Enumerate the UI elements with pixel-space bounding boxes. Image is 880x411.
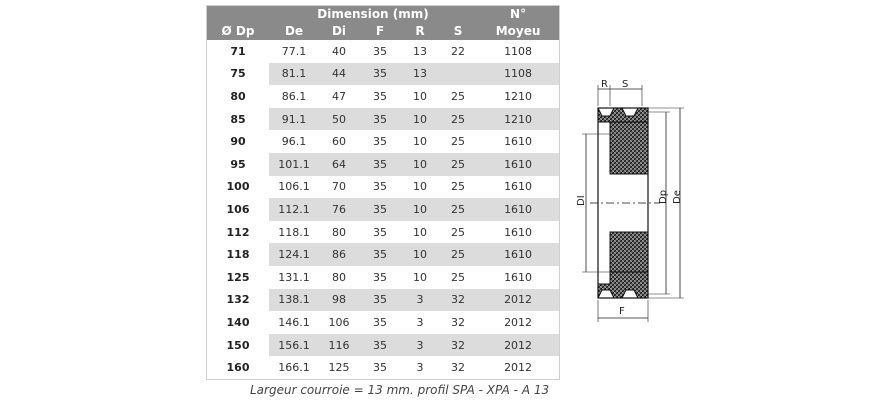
cell-di: 40 — [332, 44, 346, 58]
cell-dp: 140 — [207, 311, 269, 334]
cell-s: 25 — [451, 225, 466, 239]
cell-dp: 132 — [207, 289, 269, 312]
cell-f: 35 — [373, 44, 387, 58]
cell-di: 80 — [332, 270, 346, 284]
cell-r: 10 — [401, 198, 439, 221]
cell-moyeu: 1610 — [477, 198, 559, 221]
cell-r: 10 — [413, 270, 427, 284]
cell-dp: 85 — [207, 108, 269, 131]
cell-de: 91.1 — [269, 108, 319, 131]
cell-moyeu: 1210 — [504, 89, 533, 103]
cell-s: 32 — [451, 315, 466, 329]
cell-di: 50 — [319, 108, 359, 131]
table-row — [207, 176, 559, 199]
table-row — [207, 108, 559, 131]
cell-di: 80 — [332, 225, 346, 239]
cell-r: 10 — [413, 180, 427, 194]
cell-moyeu: 2012 — [477, 334, 559, 357]
header-no: N° — [477, 6, 559, 23]
cell-moyeu: 1610 — [504, 270, 533, 284]
header-s: S — [439, 23, 477, 40]
cell-moyeu: 1610 — [504, 135, 533, 149]
cell-s: 25 — [451, 89, 466, 103]
cell-s — [439, 63, 477, 86]
cell-r: 10 — [413, 225, 427, 239]
cell-f: 35 — [373, 315, 387, 329]
cell-de: 86.1 — [281, 89, 307, 103]
cell-r: 10 — [401, 153, 439, 176]
cell-de: 112.1 — [269, 198, 319, 221]
cell-r: 13 — [413, 44, 427, 58]
table-body — [207, 40, 559, 379]
header-dimension: Dimension (mm) — [269, 6, 477, 23]
top-hub-section — [610, 122, 648, 174]
cell-di: 98 — [319, 289, 359, 312]
table-row — [207, 289, 559, 312]
table-row — [207, 266, 559, 289]
cell-dp: 100 — [207, 176, 269, 199]
table-row — [207, 198, 559, 221]
cell-dp: 71 — [207, 40, 269, 63]
header-f: F — [359, 23, 401, 40]
table-row — [207, 221, 559, 244]
cell-de: 146.1 — [278, 315, 310, 329]
cell-moyeu: 1610 — [504, 225, 533, 239]
label-r: R — [601, 79, 608, 90]
cell-f: 35 — [373, 270, 387, 284]
cell-f: 35 — [359, 334, 401, 357]
cell-de: 106.1 — [278, 180, 310, 194]
table-row — [207, 311, 559, 334]
cell-moyeu: 1210 — [477, 108, 559, 131]
table-header — [207, 6, 559, 40]
table-row — [207, 356, 559, 379]
cell-de: 138.1 — [269, 289, 319, 312]
cell-f: 35 — [359, 108, 401, 131]
pulley-section-drawing — [566, 72, 690, 328]
cell-de: 131.1 — [278, 270, 310, 284]
header-de: De — [269, 23, 319, 40]
table-row — [207, 153, 559, 176]
cell-s: 32 — [451, 361, 466, 375]
header-row-columns — [207, 23, 559, 40]
cell-s: 25 — [451, 135, 466, 149]
cell-f: 35 — [373, 180, 387, 194]
cell-dp: 125 — [207, 266, 269, 289]
cell-de: 124.1 — [269, 243, 319, 266]
cell-f: 35 — [359, 289, 401, 312]
cell-moyeu: 2012 — [504, 315, 533, 329]
cell-moyeu: 2012 — [477, 289, 559, 312]
cell-di: 125 — [328, 361, 350, 375]
header-r: R — [401, 23, 439, 40]
cell-dp: 112 — [207, 221, 269, 244]
cell-moyeu: 1108 — [477, 63, 559, 86]
cell-dp: 106 — [207, 198, 269, 221]
cell-s: 32 — [439, 289, 477, 312]
cell-f: 35 — [359, 153, 401, 176]
pulley-dimension-table — [207, 6, 559, 379]
cell-moyeu: 2012 — [504, 361, 533, 375]
cell-dp: 95 — [207, 153, 269, 176]
cell-di: 86 — [319, 243, 359, 266]
cell-r: 10 — [401, 243, 439, 266]
header-di: Di — [319, 23, 359, 40]
cell-r: 10 — [401, 108, 439, 131]
cell-r: 13 — [401, 63, 439, 86]
cell-f: 35 — [373, 135, 387, 149]
cell-s: 25 — [439, 153, 477, 176]
cell-r: 10 — [413, 135, 427, 149]
cell-f: 35 — [373, 89, 387, 103]
bottom-groove-section — [598, 272, 648, 298]
cell-moyeu: 1610 — [504, 180, 533, 194]
cell-s: 25 — [451, 180, 466, 194]
cell-s: 32 — [439, 334, 477, 357]
cell-s: 25 — [439, 198, 477, 221]
cell-r: 10 — [413, 89, 427, 103]
cell-di: 60 — [332, 135, 346, 149]
cell-di: 64 — [319, 153, 359, 176]
cell-f: 35 — [359, 198, 401, 221]
cell-dp: 160 — [207, 356, 269, 379]
header-blank — [207, 6, 269, 23]
table-row — [207, 130, 559, 153]
cell-de: 156.1 — [269, 334, 319, 357]
cell-di: 47 — [332, 89, 346, 103]
cell-s: 22 — [451, 44, 466, 58]
cell-f: 35 — [359, 63, 401, 86]
cell-de: 77.1 — [281, 44, 307, 58]
cell-de: 96.1 — [281, 135, 307, 149]
cell-f: 35 — [373, 361, 387, 375]
pulley-dimension-table-wrap — [206, 5, 560, 380]
cell-di: 44 — [319, 63, 359, 86]
cell-de: 81.1 — [269, 63, 319, 86]
table-row — [207, 243, 559, 266]
cell-moyeu: 1108 — [504, 44, 533, 58]
cell-r: 3 — [401, 289, 439, 312]
label-f: F — [619, 306, 625, 317]
cell-dp: 150 — [207, 334, 269, 357]
cell-s: 25 — [439, 108, 477, 131]
cell-di: 116 — [319, 334, 359, 357]
cell-de: 118.1 — [278, 225, 310, 239]
header-dp: Ø Dp — [207, 23, 269, 40]
cell-moyeu: 1610 — [477, 243, 559, 266]
cell-di: 106 — [328, 315, 350, 329]
label-s: S — [622, 79, 629, 90]
cell-s: 25 — [439, 243, 477, 266]
header-row-top — [207, 6, 559, 23]
table-row — [207, 334, 559, 357]
label-dp: Dp — [658, 189, 669, 204]
belt-width-caption: Largeur courroie = 13 mm. profil SPA - XPA - A 13 — [250, 383, 550, 397]
cell-di: 76 — [319, 198, 359, 221]
cell-r: 3 — [416, 315, 424, 329]
cell-dp: 118 — [207, 243, 269, 266]
cell-r: 3 — [401, 334, 439, 357]
cell-f: 35 — [373, 225, 387, 239]
cell-dp: 90 — [207, 130, 269, 153]
cell-di: 70 — [332, 180, 346, 194]
header-moyeu: Moyeu — [477, 23, 559, 40]
table-row — [207, 63, 559, 86]
table-row — [207, 85, 559, 108]
label-de: De — [672, 190, 683, 204]
cell-de: 101.1 — [269, 153, 319, 176]
table-row — [207, 40, 559, 63]
cell-moyeu: 1610 — [477, 153, 559, 176]
cell-r: 3 — [416, 361, 424, 375]
cell-dp: 75 — [207, 63, 269, 86]
cell-s: 25 — [451, 270, 466, 284]
label-di: DI — [576, 195, 587, 206]
cell-de: 166.1 — [278, 361, 310, 375]
cell-dp: 80 — [207, 85, 269, 108]
cell-f: 35 — [359, 243, 401, 266]
